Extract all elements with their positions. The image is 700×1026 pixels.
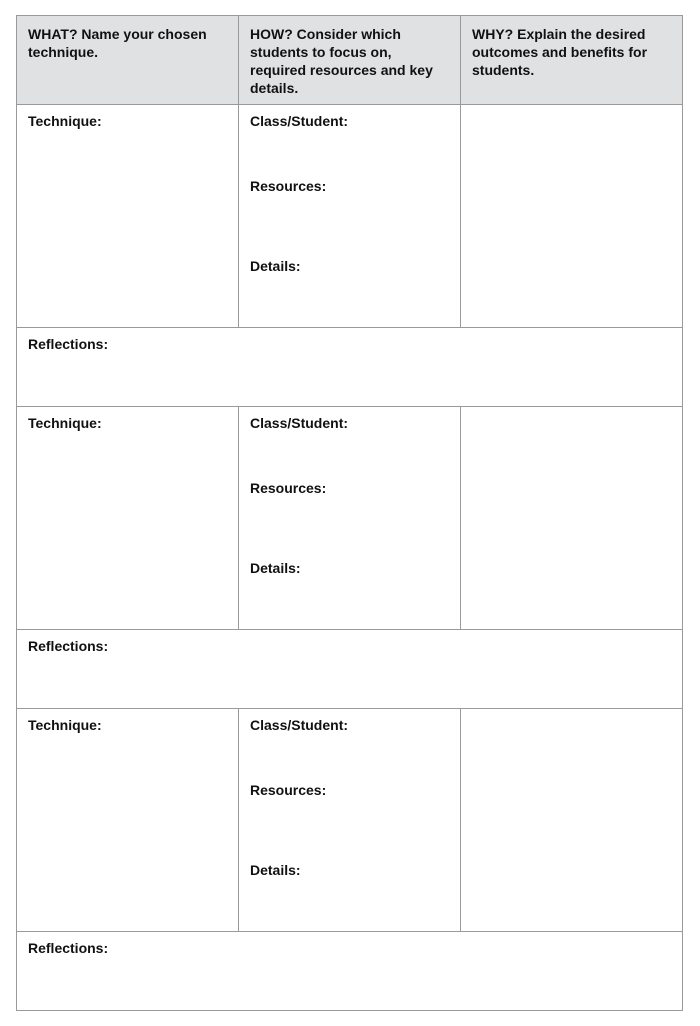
reflections-cell[interactable] xyxy=(17,932,683,1011)
technique-cell[interactable] xyxy=(17,709,239,932)
reflection-row xyxy=(17,630,683,709)
reflections-label: Reflections: xyxy=(28,940,109,956)
what-header: WHAT? Name your chosen technique. xyxy=(17,16,239,105)
technique-cell[interactable] xyxy=(17,105,239,328)
why-header: WHY? Explain the desired outcomes and benefits for students. xyxy=(461,16,683,105)
entry-row xyxy=(17,105,683,328)
how-cell[interactable] xyxy=(239,105,461,328)
details-label: Details: xyxy=(250,258,301,274)
planning-worksheet-table xyxy=(16,15,683,1011)
class-student-label: Class/Student: xyxy=(250,415,349,431)
technique-label: Technique: xyxy=(28,717,102,733)
resources-label: Resources: xyxy=(250,782,327,798)
why-cell[interactable] xyxy=(461,105,683,328)
why-cell[interactable] xyxy=(461,709,683,932)
header-row xyxy=(17,16,683,105)
reflection-row xyxy=(17,328,683,407)
reflections-cell[interactable] xyxy=(17,630,683,709)
reflections-label: Reflections: xyxy=(28,638,109,654)
resources-label: Resources: xyxy=(250,178,327,194)
details-label: Details: xyxy=(250,560,301,576)
reflections-label: Reflections: xyxy=(28,336,109,352)
technique-label: Technique: xyxy=(28,415,102,431)
reflections-cell[interactable] xyxy=(17,328,683,407)
how-cell[interactable] xyxy=(239,709,461,932)
resources-label: Resources: xyxy=(250,480,327,496)
details-label: Details: xyxy=(250,862,301,878)
why-cell[interactable] xyxy=(461,407,683,630)
class-student-label: Class/Student: xyxy=(250,717,349,733)
how-header: HOW? Consider which students to focus on, required resources and key details. xyxy=(239,16,461,105)
entry-row xyxy=(17,407,683,630)
how-cell[interactable] xyxy=(239,407,461,630)
reflection-row xyxy=(17,932,683,1011)
technique-cell[interactable] xyxy=(17,407,239,630)
technique-label: Technique: xyxy=(28,113,102,129)
entry-row xyxy=(17,709,683,932)
class-student-label: Class/Student: xyxy=(250,113,349,129)
